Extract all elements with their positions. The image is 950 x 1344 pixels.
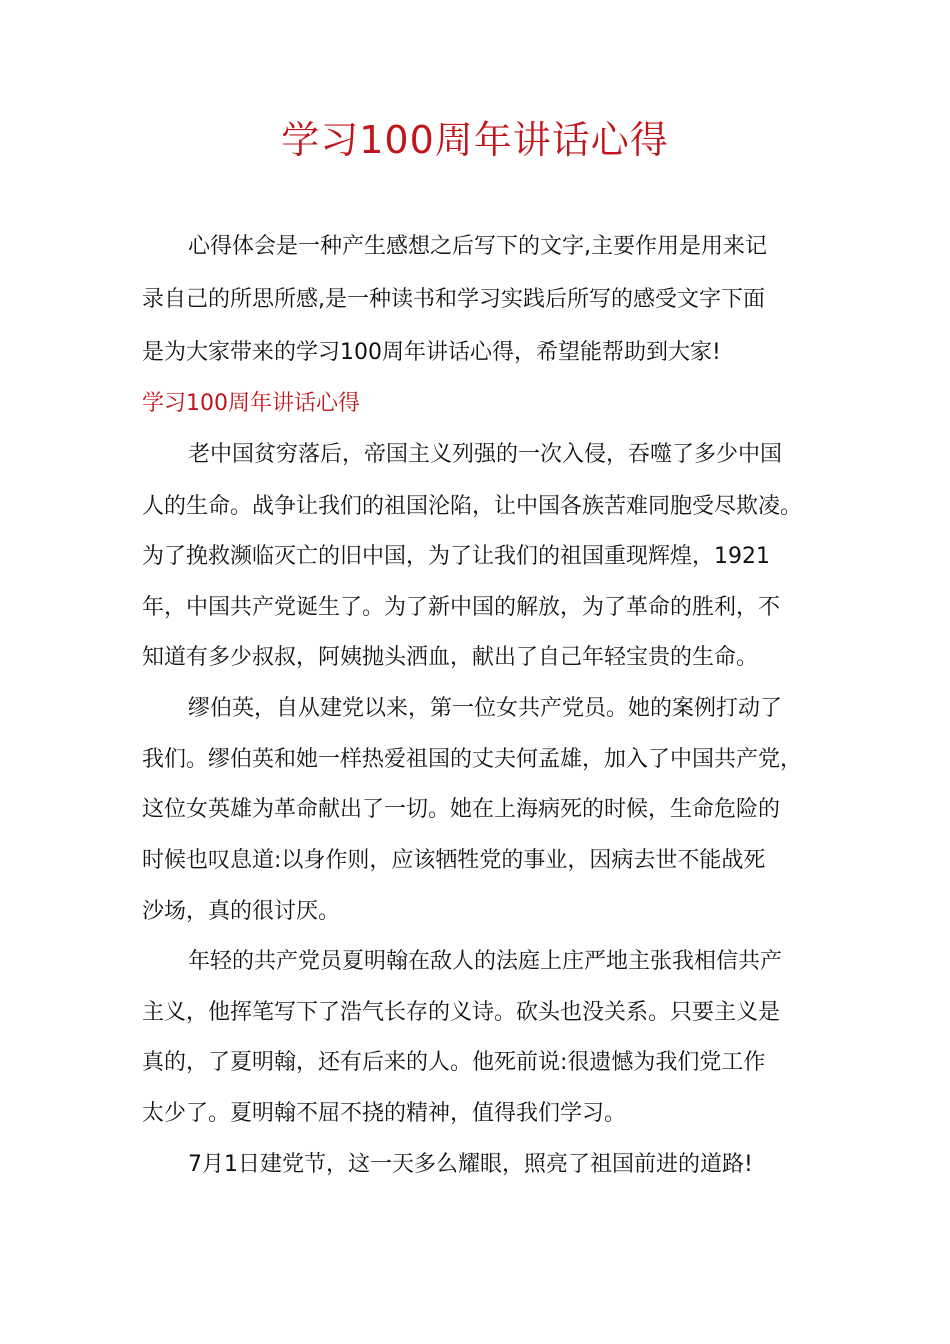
intro-line: 心得体会是一种产生感想之后写下的文字,主要作用是用来记 <box>188 234 767 259</box>
paragraph-line: 为了挽救濒临灭亡的旧中国，为了让我们的祖国重现辉煌，1921 <box>142 544 770 569</box>
section-subheading: 学习100周年讲话心得 <box>142 391 360 416</box>
document-title: 学习100周年讲话心得 <box>281 118 669 162</box>
paragraph-line: 年轻的共产党员夏明翰在敌人的法庭上庄严地主张我相信共产 <box>188 949 783 974</box>
paragraph-line: 沙场，真的很讨厌。 <box>142 899 341 924</box>
paragraph-line: 人的生命。战争让我们的祖国沦陷，让中国各族苦难同胞受尽欺凌。 <box>142 494 803 519</box>
paragraph-line: 知道有多少叔叔，阿姨抛头洒血，献出了自己年轻宝贵的生命。 <box>142 645 759 670</box>
intro-line: 是为大家带来的学习100周年讲话心得，希望能帮助到大家! <box>142 340 721 365</box>
paragraph-line: 太少了。夏明翰不屈不挠的精神，值得我们学习。 <box>142 1101 627 1126</box>
paragraph-line: 7月1日建党节，这一天多么耀眼，照亮了祖国前进的道路! <box>188 1152 753 1177</box>
paragraph-line: 老中国贫穷落后，帝国主义列强的一次入侵，吞噬了多少中国 <box>188 442 783 467</box>
paragraph-line: 缪伯英，自从建党以来，第一位女共产党员。她的案例打动了 <box>188 696 783 721</box>
intro-line: 录自己的所思所感,是一种读书和学习实践后所写的感受文字下面 <box>142 287 765 312</box>
paragraph-line: 真的，了夏明翰，还有后来的人。他死前说:很遗憾为我们党工作 <box>142 1050 766 1075</box>
paragraph-line: 我们。缪伯英和她一样热爱祖国的丈夫何孟雄，加入了中国共产党， <box>142 747 803 772</box>
paragraph-line: 时候也叹息道:以身作则，应该牺牲党的事业，因病去世不能战死 <box>142 848 766 873</box>
paragraph-line: 主义，他挥笔写下了浩气长存的义诗。砍头也没关系。只要主义是 <box>142 1000 781 1025</box>
paragraph-line: 这位女英雄为革命献出了一切。她在上海病死的时候，生命危险的 <box>142 797 781 822</box>
paragraph-line: 年，中国共产党诞生了。为了新中国的解放，为了革命的胜利，不 <box>142 595 781 620</box>
